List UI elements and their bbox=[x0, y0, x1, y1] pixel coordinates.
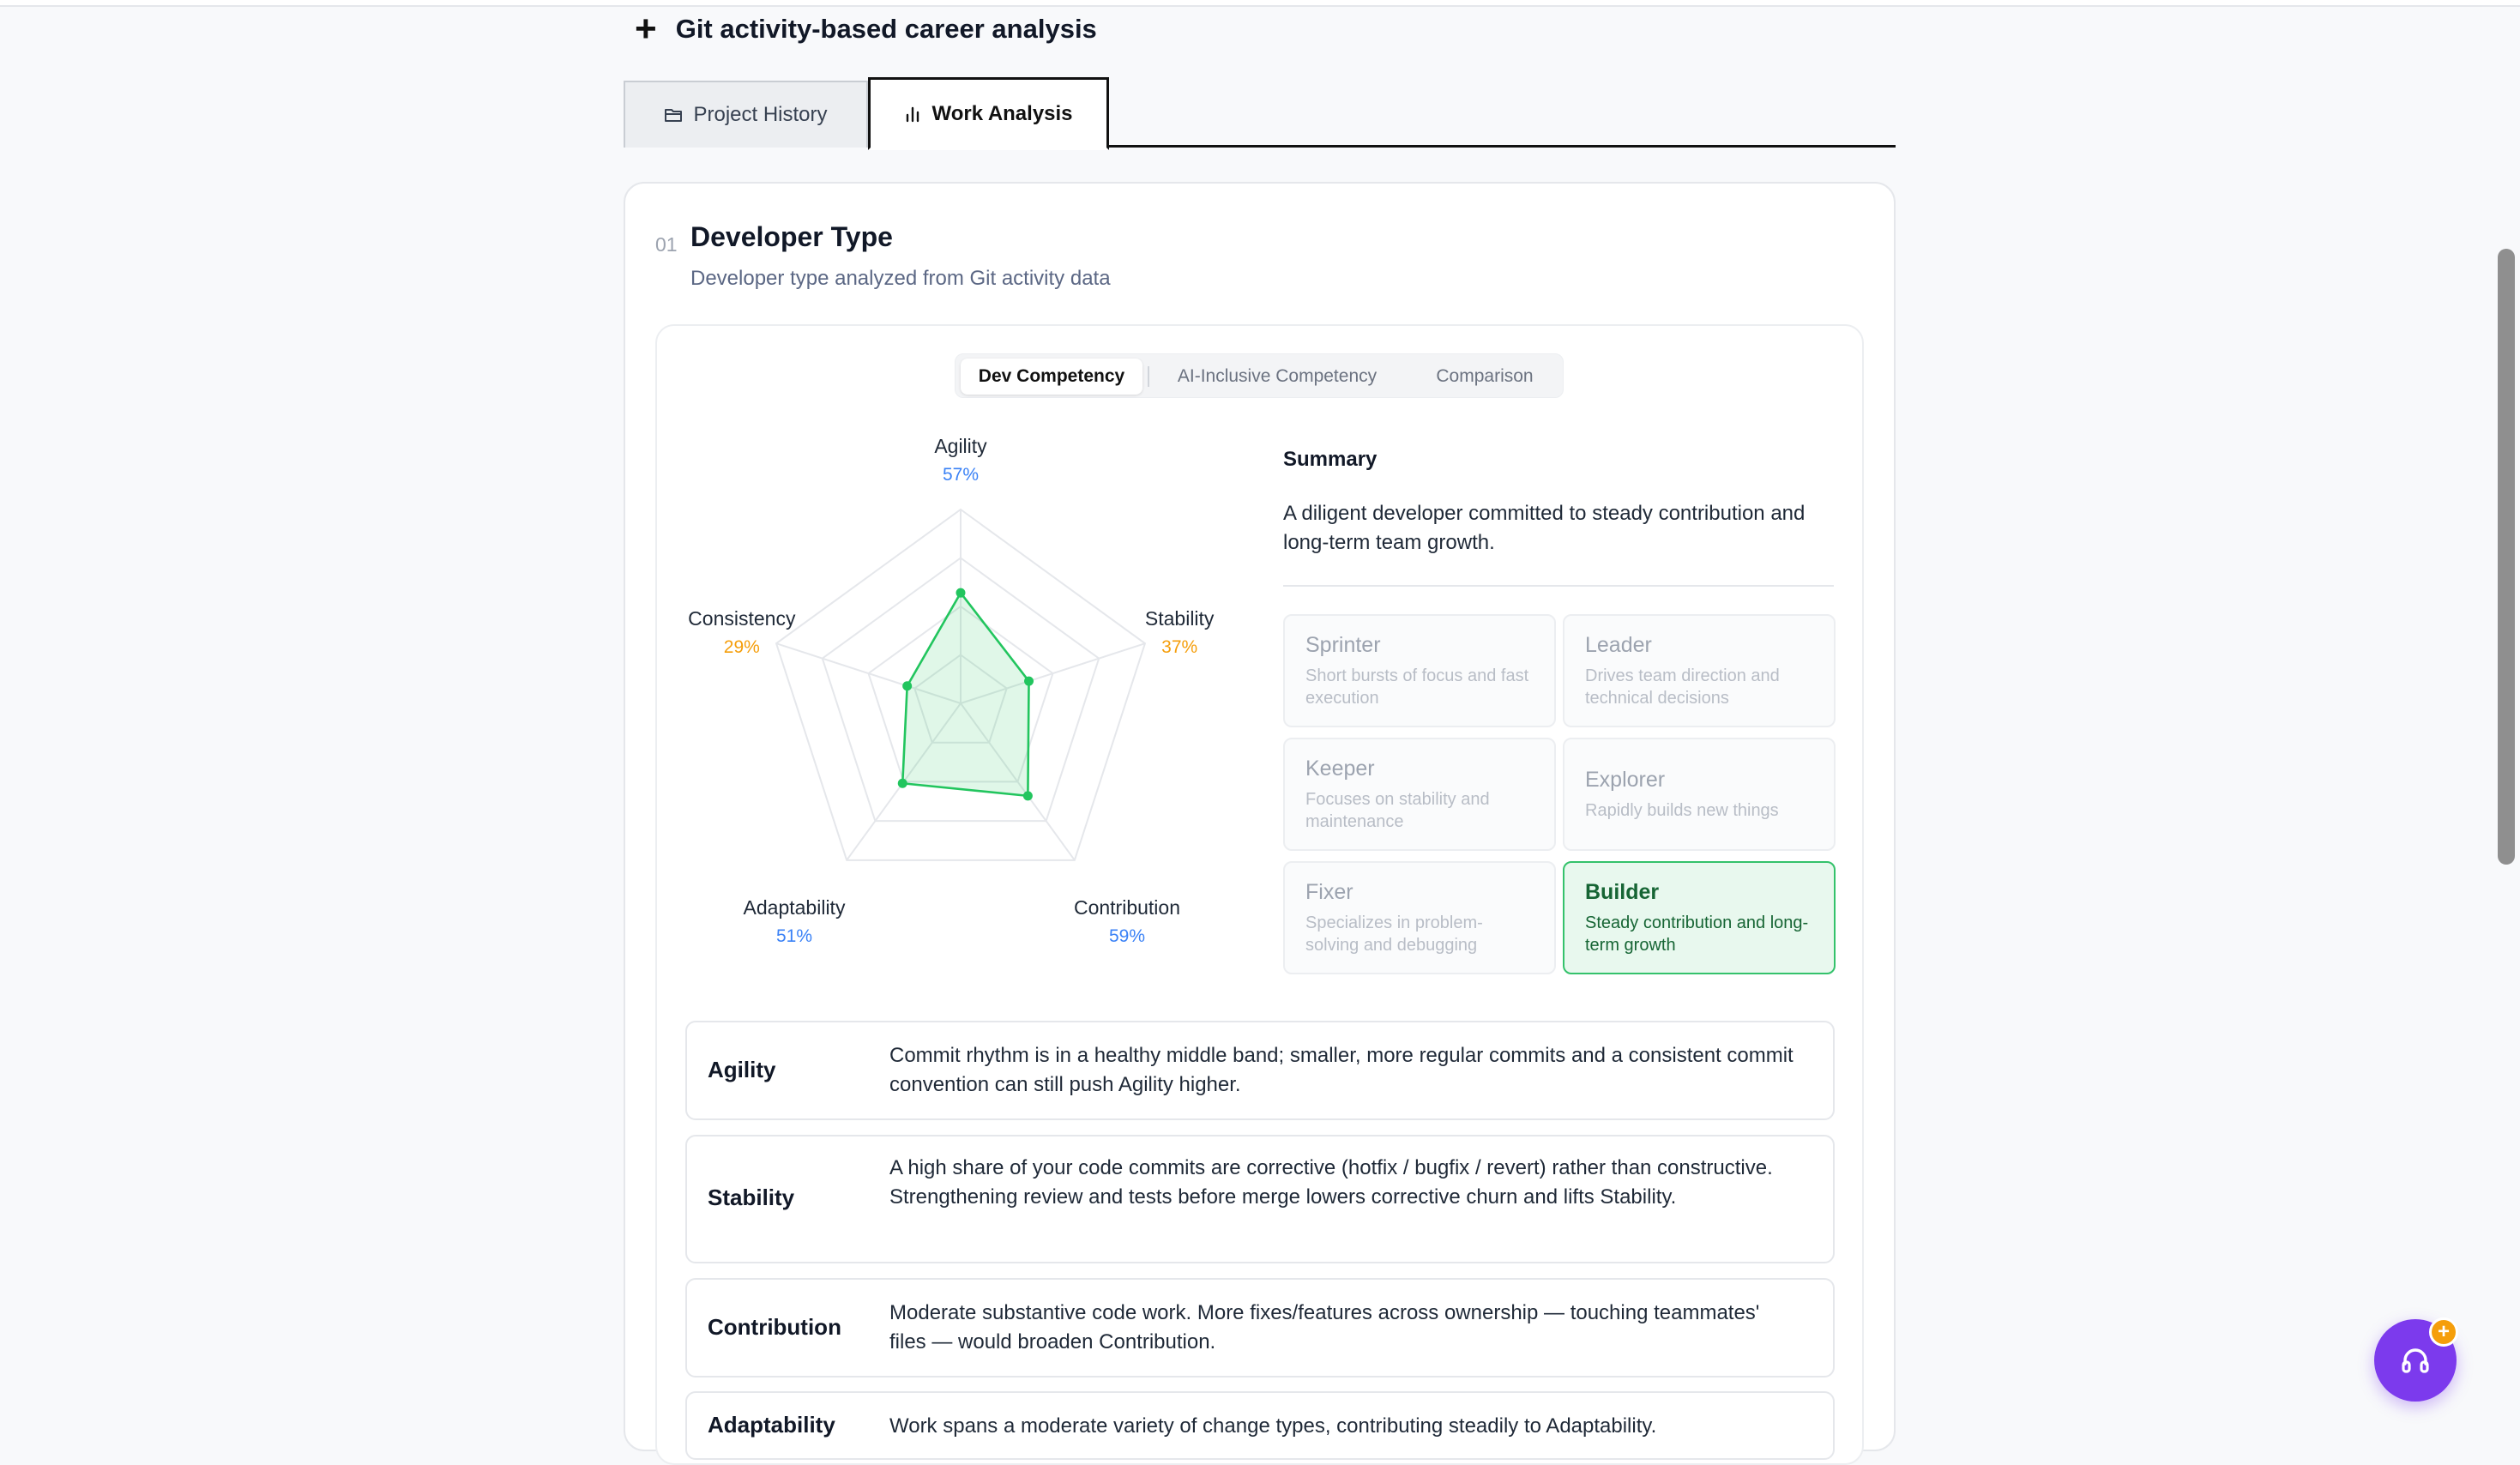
detail-stability bbox=[685, 1135, 1835, 1263]
segment-comparison[interactable]: Comparison bbox=[1436, 366, 1534, 386]
scrollbar-thumb[interactable] bbox=[2498, 249, 2515, 865]
radar-axis-label: Consistency bbox=[688, 607, 796, 630]
plus-icon: + bbox=[635, 8, 657, 50]
detail-text: Work spans a moderate variety of change types, contributing steadily to Adaptability. bbox=[889, 1414, 1657, 1438]
radar-axis-label: Adaptability bbox=[743, 895, 846, 919]
radar-value-label: 29% bbox=[723, 637, 760, 658]
type-card-builder[interactable] bbox=[1563, 861, 1836, 974]
section-subtitle: Developer type analyzed from Git activity data bbox=[690, 267, 1111, 290]
radar-data-point bbox=[956, 588, 966, 598]
segment-divider bbox=[1148, 366, 1149, 387]
bar-chart-icon bbox=[904, 106, 921, 123]
type-name: Fixer bbox=[1305, 879, 1353, 904]
type-description: Drives team direction and technical decisions bbox=[1585, 666, 1780, 708]
type-description: Focuses on stability and maintenance bbox=[1305, 789, 1490, 831]
detail-label: Stability bbox=[708, 1185, 795, 1210]
type-name: Builder bbox=[1585, 879, 1660, 904]
detail-label: Adaptability bbox=[708, 1412, 835, 1438]
type-card-fixer[interactable] bbox=[1283, 861, 1556, 974]
headset-icon bbox=[2398, 1343, 2433, 1378]
type-card-sprinter[interactable] bbox=[1283, 614, 1556, 727]
radar-axis-label: Stability bbox=[1144, 607, 1215, 630]
type-card-explorer[interactable] bbox=[1563, 738, 1836, 851]
folder-icon bbox=[664, 106, 683, 124]
radar-axis-label: Agility bbox=[934, 435, 987, 457]
main-tabs bbox=[624, 77, 1896, 148]
type-name: Leader bbox=[1585, 632, 1652, 657]
tab-label: Work Analysis bbox=[931, 101, 1073, 125]
section-number: 01 bbox=[655, 233, 678, 256]
tab-work-analysis[interactable] bbox=[868, 77, 1109, 150]
radar-chart bbox=[669, 435, 1252, 946]
type-description: Steady contribution and long-term growth bbox=[1585, 913, 1809, 955]
section-title: Developer Type bbox=[690, 221, 893, 252]
radar-data-point bbox=[1023, 791, 1033, 800]
segment-dev-competency[interactable]: Dev Competency bbox=[961, 359, 1142, 395]
radar-axis-label: Contribution bbox=[1073, 895, 1181, 919]
radar-value-label: 51% bbox=[775, 925, 813, 946]
notification-badge: + bbox=[2429, 1317, 2458, 1347]
radar-series-area bbox=[902, 593, 1028, 796]
detail-text: Commit rhythm is in a healthy middle band; smaller, more regular commits and a consistent commit convention can still push Agility higher. bbox=[889, 1044, 1794, 1096]
top-divider bbox=[0, 0, 2520, 7]
radar-value-label: 37% bbox=[1161, 637, 1198, 658]
segment-ai-inclusive-competency[interactable]: AI-Inclusive Competency bbox=[1177, 366, 1378, 386]
radar-data-point bbox=[1024, 677, 1034, 686]
competency-segmented-control bbox=[955, 353, 1564, 398]
type-description: Short bursts of focus and fast execution bbox=[1305, 666, 1529, 708]
type-name: Keeper bbox=[1305, 756, 1375, 781]
detail-label: Contribution bbox=[708, 1314, 841, 1340]
radar-data-point bbox=[902, 681, 912, 690]
detail-adaptability bbox=[685, 1391, 1835, 1460]
summary-title: Summary bbox=[1283, 448, 1378, 471]
radar-value-label: 59% bbox=[1108, 925, 1146, 946]
type-description: Specializes in problem-solving and debugging bbox=[1305, 913, 1483, 955]
detail-text: A high share of your code commits are corrective (hotfix / bugfix / revert) rather than constructive. Strengthening review and tests before merge lowers corrective churn and lifts Stability. bbox=[889, 1156, 1773, 1209]
type-card-leader[interactable] bbox=[1563, 614, 1836, 727]
summary-text: A diligent developer committed to steady contribution and long-term team growth. bbox=[1283, 502, 1806, 554]
detail-contribution bbox=[685, 1278, 1835, 1378]
tab-label: Project History bbox=[693, 103, 828, 126]
type-name: Explorer bbox=[1585, 767, 1666, 792]
type-description: Rapidly builds new things bbox=[1585, 800, 1779, 820]
page-header bbox=[635, 8, 1097, 50]
summary-divider bbox=[1283, 585, 1834, 587]
tab-project-history[interactable] bbox=[624, 81, 868, 148]
radar-data-point bbox=[898, 779, 907, 788]
type-name: Sprinter bbox=[1305, 632, 1381, 657]
type-card-keeper[interactable] bbox=[1283, 738, 1556, 851]
radar-value-label: 57% bbox=[942, 465, 980, 485]
detail-agility bbox=[685, 1021, 1835, 1120]
page-title: Git activity-based career analysis bbox=[675, 14, 1097, 44]
detail-text: Moderate substantive code work. More fixes/features across ownership — touching teammates' files — would broaden Contribution. bbox=[889, 1301, 1760, 1353]
detail-label: Agility bbox=[708, 1057, 776, 1082]
